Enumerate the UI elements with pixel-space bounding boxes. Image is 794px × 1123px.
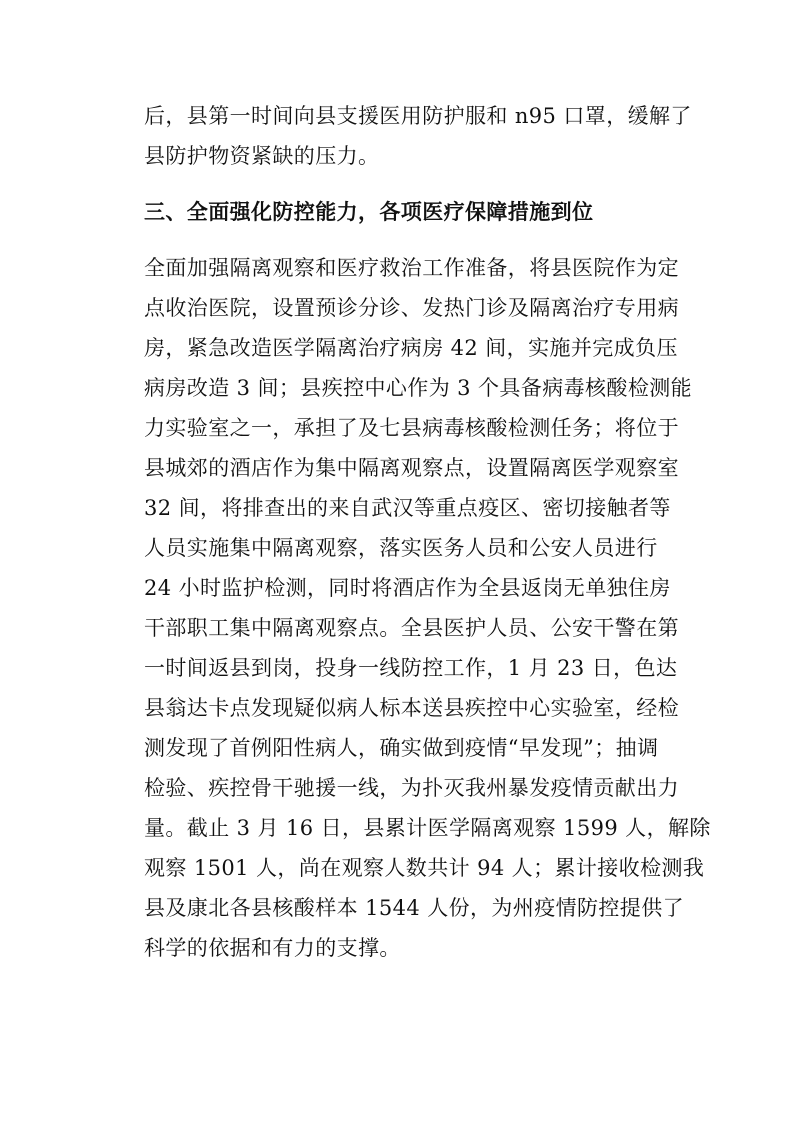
paragraph-continuation: [144, 96, 692, 176]
text-line: 房，紧急改造医学隔离治疗病房 42 间，实施并完成负压: [144, 336, 678, 360]
text-line: 24 小时监护检测，同时将酒店作为全县返岗无单独住房: [144, 576, 671, 600]
text-line: 县及康北各县核酸样本 1544 人份，为州疫情防控提供了: [144, 896, 684, 920]
text-line: 一时间返县到岗，投身一线防控工作，1 月 23 日，色达: [144, 656, 678, 680]
text-line: 县防护物资紧缺的压力。: [144, 144, 380, 168]
text-line: 观察 1501 人，尚在观察人数共计 94 人；累计接收检测我: [144, 856, 705, 880]
text-line: 人员实施集中隔离观察，落实医务人员和公安人员进行: [144, 536, 658, 560]
text-line: 检验、疾控骨干驰援一线，为扑灭我州暴发疫情贡献出力: [144, 776, 679, 800]
text-line: 力实验室之一，承担了及七县病毒核酸检测任务；将位于: [144, 416, 679, 440]
section-heading: 三、全面强化防控能力，各项医疗保障措施到位: [144, 199, 594, 224]
text-line: 科学的依据和有力的支撑。: [144, 936, 401, 960]
text-line: 32 间，将排查出的来自武汉等重点疫区、密切接触者等: [144, 496, 671, 520]
text-line: 病房改造 3 间；县疾控中心作为 3 个具备病毒核酸检测能: [144, 376, 693, 400]
paragraph-body: [144, 248, 711, 968]
document-page: [144, 96, 711, 968]
text-line: 量。截止 3 月 16 日，县累计医学隔离观察 1599 人，解除: [144, 816, 711, 840]
text-line: 干部职工集中隔离观察点。全县医护人员、公安干警在第: [144, 616, 679, 640]
text-line: 点收治医院，设置预诊分诊、发热门诊及隔离治疗专用病: [144, 296, 679, 320]
text-line: 全面加强隔离观察和医疗救治工作准备，将县医院作为定: [144, 256, 679, 280]
text-line: 县城郊的酒店作为集中隔离观察点，设置隔离医学观察室: [144, 456, 679, 480]
text-line: 测发现了首例阳性病人，确实做到疫情“早发现”；抽调: [144, 736, 659, 760]
text-line: 后，县第一时间向县支援医用防护服和 n95 口罩，缓解了: [144, 104, 692, 128]
text-line: 县翁达卡点发现疑似病人标本送县疾控中心实验室，经检: [144, 696, 679, 720]
